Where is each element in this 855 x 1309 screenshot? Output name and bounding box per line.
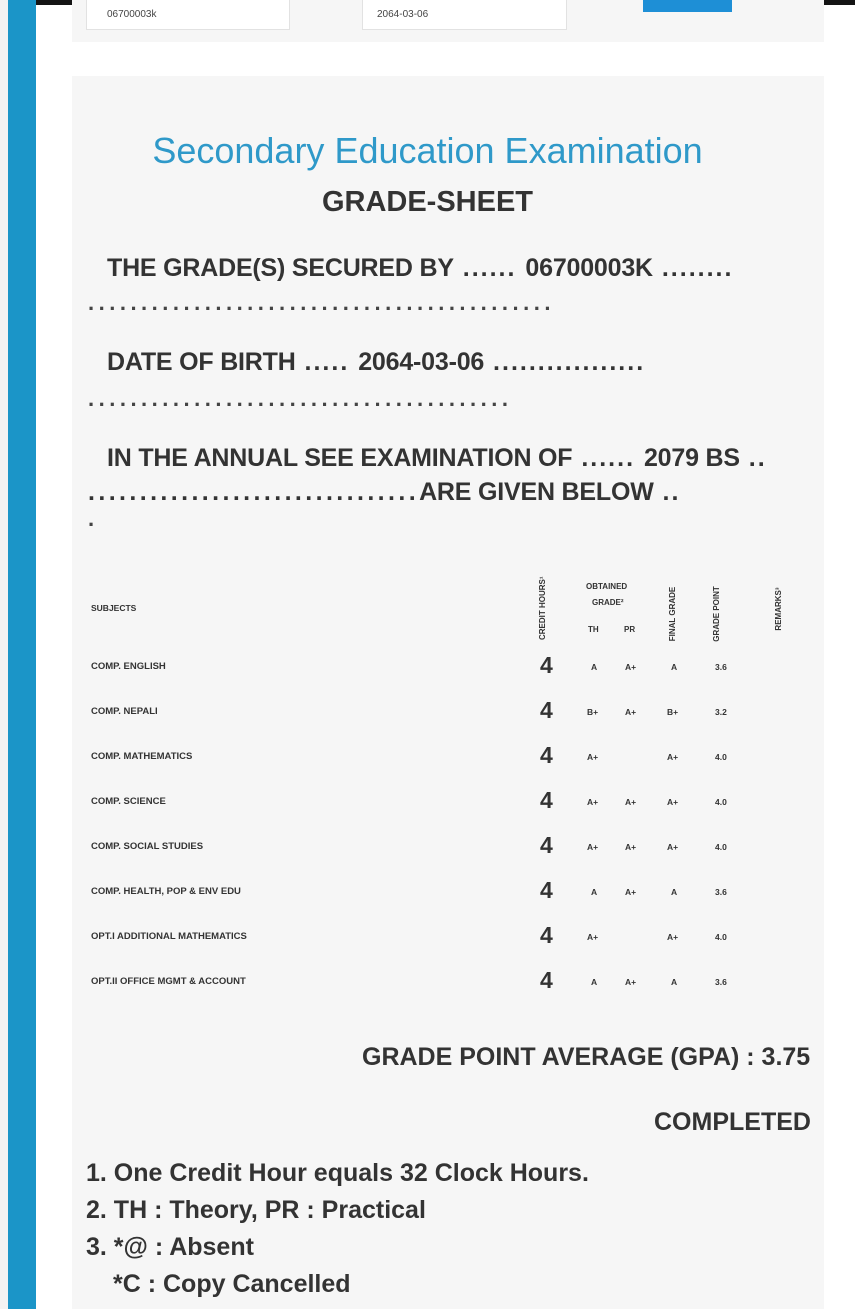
- grade-point: 4.0: [715, 842, 727, 852]
- exam-year: 2079 BS: [643, 444, 740, 472]
- grade-point: 3.6: [715, 887, 727, 897]
- exam-line-label: IN THE ANNUAL SEE EXAMINATION OF: [107, 444, 573, 472]
- search-form: [72, 0, 824, 42]
- subject-name: COMP. NEPALI: [91, 706, 158, 717]
- given-below-text: ARE GIVEN BELOW: [419, 478, 654, 506]
- final-grade: A+: [667, 842, 679, 852]
- final-grade: A: [671, 887, 678, 897]
- credit-hours: 4: [540, 697, 553, 723]
- footnotes: [86, 1155, 589, 1303]
- table-row: [0, 967, 855, 1012]
- pr-grade: A+: [625, 797, 637, 807]
- status-completed: COMPLETED: [654, 1108, 811, 1136]
- table-row: [0, 697, 855, 742]
- dob-line: DATE OF BIRTH ..... 2064-03-06 .................: [107, 348, 646, 376]
- final-grade: A: [671, 662, 678, 672]
- final-grade: A: [671, 977, 678, 987]
- dob-label: DATE OF BIRTH: [107, 348, 296, 376]
- subject-name: COMP. ENGLISH: [91, 661, 166, 672]
- symbol-number-field[interactable]: 06700003k: [86, 0, 290, 30]
- th-grade: A+: [587, 932, 599, 942]
- table-row: [0, 922, 855, 967]
- th-grade: A+: [587, 797, 599, 807]
- pr-grade: A+: [625, 707, 637, 717]
- th-grade: A: [591, 887, 598, 897]
- th-grade: A: [591, 977, 598, 987]
- pr-grade: A+: [625, 842, 637, 852]
- pr-grade: A+: [625, 887, 637, 897]
- th-grade: A+: [587, 842, 599, 852]
- final-grade: B+: [667, 707, 679, 717]
- gpa-summary: GRADE POINT AVERAGE (GPA) : 3.75: [362, 1043, 811, 1071]
- th-grade: B+: [587, 707, 599, 717]
- dob-value: 2064-03-06: [358, 348, 485, 376]
- exam-line: IN THE ANNUAL SEE EXAMINATION OF ...... 2079 BS ..: [107, 444, 767, 472]
- dotted-fill: .: [88, 506, 99, 531]
- credit-hours: 4: [540, 832, 553, 858]
- subject-name: OPT.I ADDITIONAL MATHEMATICS: [91, 931, 247, 942]
- footnote-item: 2. TH : Theory, PR : Practical: [86, 1196, 426, 1224]
- credit-hours: 4: [540, 787, 553, 813]
- remarks-header: REMARKS³: [774, 587, 783, 631]
- credit-hours: 4: [540, 967, 553, 993]
- submit-button[interactable]: [643, 0, 732, 12]
- given-below-line: ................................ARE GIVEN BELOW ..: [88, 478, 681, 506]
- subject-name: COMP. SOCIAL STUDIES: [91, 841, 204, 852]
- pr-grade: A+: [625, 977, 637, 987]
- grade-point-header: GRADE POINT: [712, 586, 721, 642]
- obtained-header: OBTAINED: [586, 582, 628, 591]
- grade-point: 3.6: [715, 662, 727, 672]
- symbol-number: 06700003K: [525, 254, 653, 282]
- final-grade: A+: [667, 752, 679, 762]
- secured-by-line: THE GRADE(S) SECURED BY ...... 06700003K ........: [107, 254, 734, 282]
- grade-point: 3.6: [715, 977, 727, 987]
- grade-point: 4.0: [715, 797, 727, 807]
- credit-hours: 4: [540, 742, 553, 768]
- credit-hours-header: CREDIT HOURS¹: [538, 576, 547, 640]
- dotted-fill: ............................................: [88, 290, 555, 315]
- subjects-header: SUBJECTS: [91, 603, 137, 613]
- subject-name: OPT.II OFFICE MGMT & ACCOUNT: [91, 976, 246, 987]
- secured-by-label: THE GRADE(S) SECURED BY: [107, 254, 454, 282]
- grade-point: 4.0: [715, 752, 727, 762]
- footnote-item: 3. *@ : Absent: [86, 1233, 254, 1261]
- final-grade-header: FINAL GRADE: [668, 586, 677, 642]
- sheet-title: GRADE-SHEET: [321, 186, 534, 218]
- th-grade: A: [591, 662, 598, 672]
- pr-header: PR: [624, 625, 636, 634]
- final-grade: A+: [667, 797, 679, 807]
- subject-name: COMP. MATHEMATICS: [91, 751, 193, 762]
- grade-point: 3.2: [715, 707, 727, 717]
- footnote-item: *C : Copy Cancelled: [113, 1270, 351, 1298]
- footnote-item: 1. One Credit Hour equals 32 Clock Hours.: [86, 1159, 589, 1187]
- pr-grade: A+: [625, 662, 637, 672]
- subject-name: COMP. SCIENCE: [91, 796, 166, 807]
- credit-hours: 4: [540, 877, 553, 903]
- table-row: [0, 652, 855, 697]
- exam-title: Secondary Education Examination: [152, 130, 703, 171]
- subject-name: COMP. HEALTH, POP & ENV EDU: [91, 886, 241, 897]
- table-row: [0, 787, 855, 832]
- date-of-birth-field[interactable]: 2064-03-06: [362, 0, 567, 30]
- th-header: TH: [588, 625, 599, 634]
- credit-hours: 4: [540, 652, 553, 678]
- dotted-fill: ........................................: [88, 386, 513, 411]
- table-row: [0, 742, 855, 787]
- table-row: [0, 832, 855, 877]
- grade-point: 4.0: [715, 932, 727, 942]
- grade-header: GRADE²: [592, 598, 624, 607]
- th-grade: A+: [587, 752, 599, 762]
- table-row: [0, 877, 855, 922]
- credit-hours: 4: [540, 922, 553, 948]
- final-grade: A+: [667, 932, 679, 942]
